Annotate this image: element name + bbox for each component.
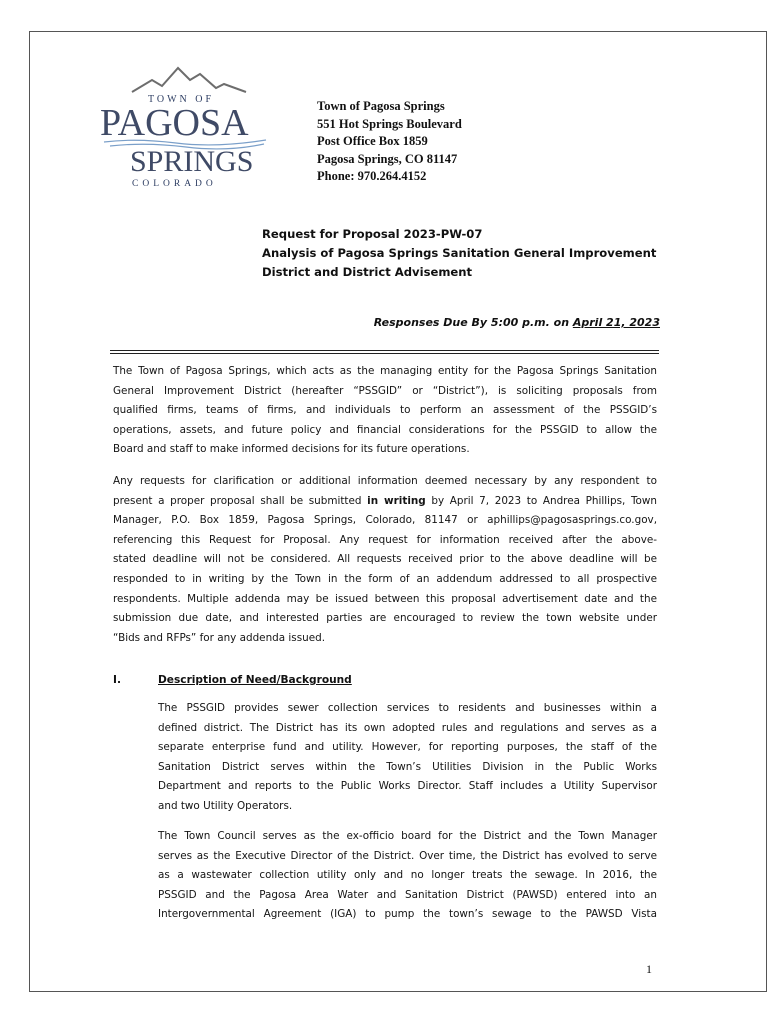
paragraph-line: Manager, P.O. Box 1859, Pagosa Springs, Colorado, 81147 or aphillips@pagosasprings.co.gov, [113, 514, 657, 527]
paragraph-line: submission due date, and interested parties are encouraged to review the town website under [113, 612, 657, 625]
paragraph-line: Board and staff to make informed decisions for its future operations. [113, 443, 470, 456]
paragraph-line: Any requests for clarification or additional information deemed necessary by any respondent to [113, 475, 657, 487]
paragraph-line: The PSSGID provides sewer collection services to residents and businesses within a [158, 702, 657, 714]
town-address-block [317, 98, 462, 186]
logo-town-of: TOWN OF [147, 94, 215, 105]
text-run: present a proper proposal shall be submitted [113, 494, 368, 507]
logo-colorado: COLORADO [132, 179, 217, 189]
paragraph-line: defined district. The District has its own adopted rules and regulations and serves as a [158, 721, 657, 734]
paragraph-line: stated deadline will not be considered. All requests received prior to the above deadline will be [113, 553, 657, 566]
clarification-paragraph [113, 472, 657, 648]
emphasis-in-writing: in writing [367, 494, 426, 507]
response-due-line [300, 316, 660, 329]
paragraph-line: referencing this Request for Proposal. Any request for information received after the above- [113, 533, 657, 546]
paragraph-line [113, 492, 657, 512]
paragraph-line: qualified firms, teams of firms, and individuals to perform an assessment of the PSSGID’s [113, 404, 657, 417]
paragraph-line: “Bids and RFPs” for any addenda issued. [113, 631, 326, 644]
rfp-number: Request for Proposal 2023-PW-07 [262, 227, 483, 241]
due-date: April 21, 2023 [572, 316, 660, 329]
logo-springs: SPRINGS [130, 145, 254, 178]
address-line: Pagosa Springs, CO 81147 [317, 151, 458, 166]
background-paragraph [158, 699, 657, 817]
paragraph-line: The Town Council serves as the ex-officio board for the District and the Town Manager [158, 830, 657, 842]
address-phone: Phone: 970.264.4152 [317, 169, 427, 183]
paragraph-line: responded to in writing by the Town in the form of an addendum addressed to all prospective [113, 572, 657, 585]
text-run: by April 7, 2023 to Andrea Phillips, Town [425, 494, 657, 507]
paragraph-line: separate enterprise fund and utility. However, for reporting purposes, the staff of the [158, 741, 657, 754]
paragraph-line: and two Utility Operators. [158, 799, 293, 812]
address-line: 551 Hot Springs Boulevard [317, 116, 462, 131]
address-line: Post Office Box 1859 [317, 134, 428, 148]
paragraph-line: operations, assets, and future policy and financial considerations for the PSSGID to allow the [113, 423, 657, 436]
council-paragraph [158, 827, 657, 925]
intro-paragraph [113, 362, 657, 460]
divider [110, 353, 659, 354]
paragraph-line: PSSGID and the Pagosa Area Water and Sanitation District (PAWSD) entered into an [158, 888, 657, 901]
town-logo [96, 66, 278, 196]
rfp-subject-line: District and District Advisement [262, 265, 473, 279]
page-number: 1 [646, 962, 652, 976]
logo-pagosa: PAGOSA [100, 102, 249, 144]
paragraph-line: Department and reports to the Public Works Director. Staff includes a Utility Supervisor [158, 780, 657, 793]
section-number: I. [113, 674, 121, 686]
paragraph-line: Sanitation District serves within the Town’s Utilities Division in the Public Works [158, 760, 657, 773]
paragraph-line: as a wastewater collection utility only and no longer treats the sewage. In 2016, the [158, 869, 657, 882]
address-line: Town of Pagosa Springs [317, 99, 445, 113]
paragraph-line: The Town of Pagosa Springs, which acts as the managing entity for the Pagosa Springs Sanitation [113, 365, 657, 377]
due-prefix: Responses Due By 5:00 p.m. on [373, 316, 573, 329]
paragraph-line: Intergovernmental Agreement (IGA) to pump the town’s sewage to the PAWSD Vista [158, 908, 657, 921]
rfp-subject-line: Analysis of Pagosa Springs Sanitation General Improvement [262, 246, 657, 260]
paragraph-line: General Improvement District (hereafter “PSSGID” or “District”), is soliciting proposals from [113, 384, 657, 397]
section-title: Description of Need/Background [158, 674, 352, 686]
divider [110, 350, 659, 351]
rfp-title [262, 225, 682, 282]
paragraph-line: respondents. Multiple addenda may be issued between this proposal advertisement date and the [113, 592, 657, 605]
paragraph-line: serves as the Executive Director of the District. Over time, the District has evolved to serve [158, 849, 657, 862]
